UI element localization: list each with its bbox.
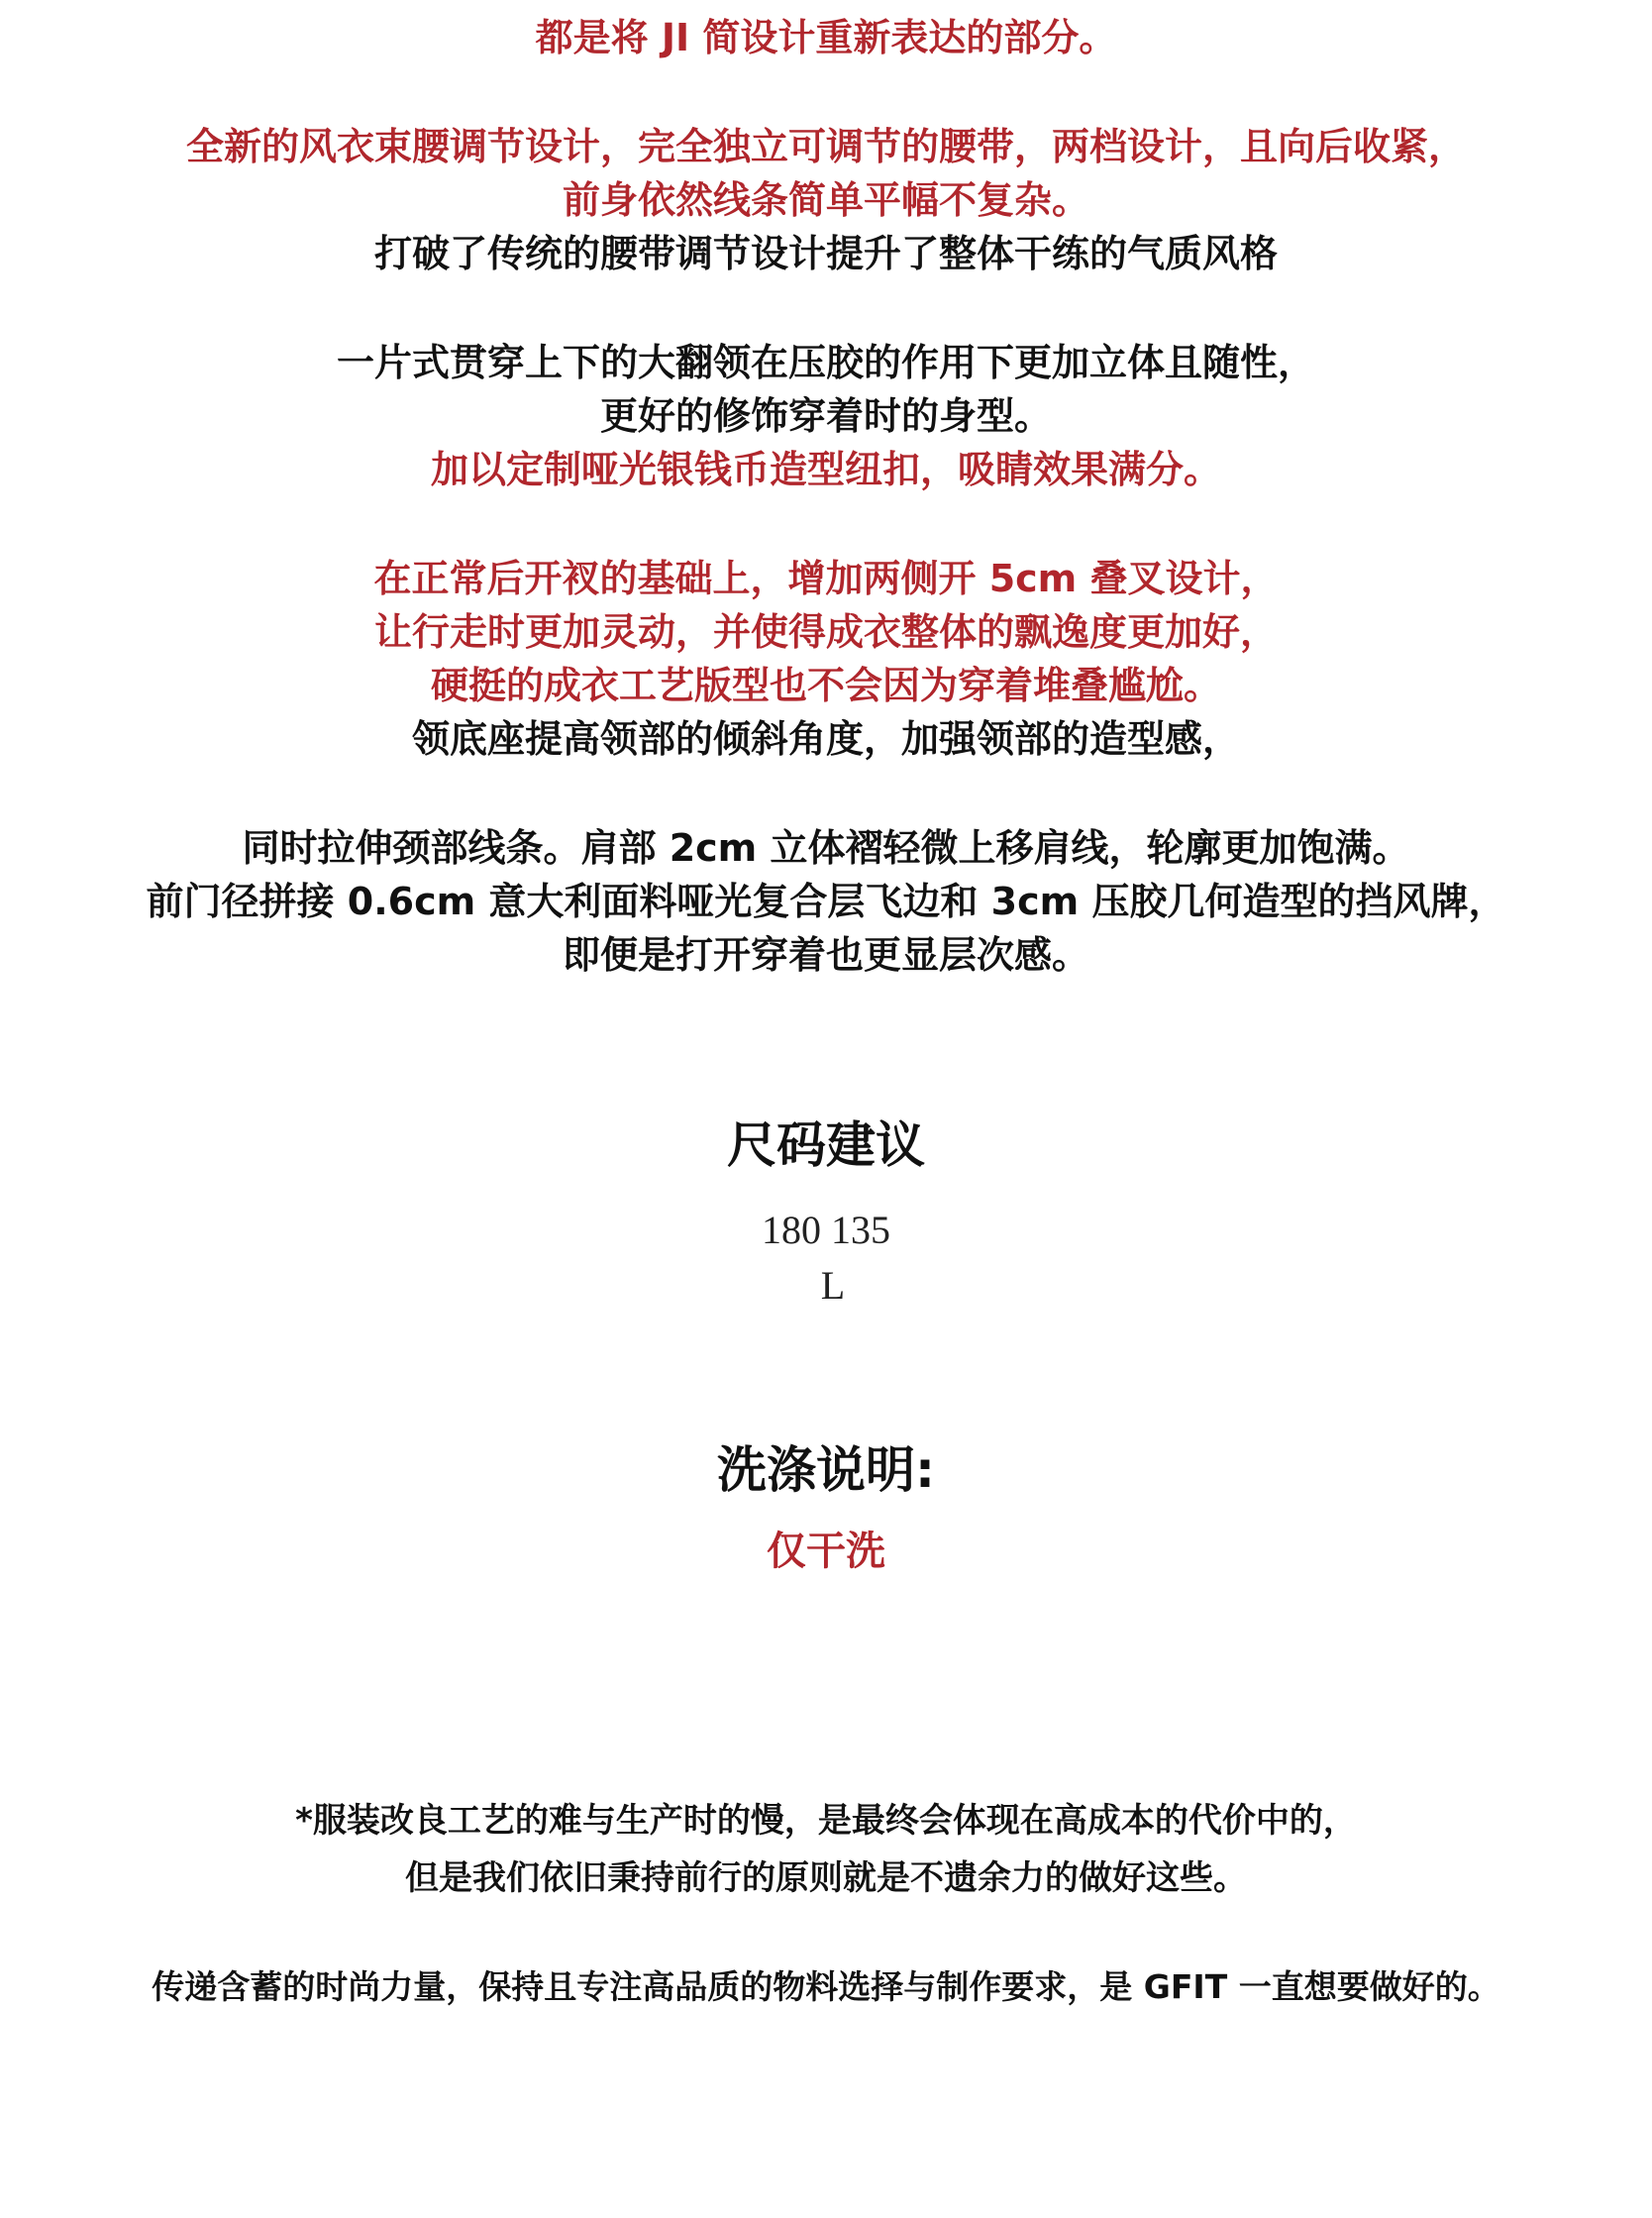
collar-feature-line-2: 更好的修饰穿着时的身型。 [599, 394, 1052, 438]
footer-note-line-1: *服装改良工艺的难与生产时的慢，是最终会体现在高成本的代价中的， [295, 1801, 1357, 1841]
vent-feature-line-2: 让行走时更加灵动，并使得成衣整体的飘逸度更加好， [373, 610, 1278, 654]
size-measurement: 180 135 [762, 1208, 890, 1252]
shoulder-feature-line-3: 即便是打开穿着也更显层次感。 [562, 933, 1089, 977]
footer-note-line-3: 传递含蓄的时尚力量，保持且专注高品质的物料选择与制作要求，是 GFIT 一直想要做好的。 [152, 1967, 1500, 2006]
footer-note-line-2: 但是我们依旧秉持前行的原则就是不遗余力的做好这些。 [405, 1858, 1247, 1898]
shoulder-feature-line-2: 前门径拼接 0.6cm 意大利面料哑光复合层飞边和 3cm 压胶几何造型的挡风牌， [146, 880, 1506, 923]
belt-feature-line-3: 打破了传统的腰带调节设计提升了整体干练的气质风格 [373, 232, 1278, 275]
collar-feature-line-3: 加以定制哑光银钱币造型纽扣，吸睛效果满分。 [430, 448, 1221, 491]
intro-line: 都是将 JI 简设计重新表达的部分。 [535, 16, 1117, 59]
shoulder-feature-line-1: 同时拉伸颈部线条。肩部 2cm 立体褶轻微上移肩线，轮廓更加饱满。 [242, 826, 1410, 870]
collar-feature-line-1: 一片式贯穿上下的大翻领在压胶的作用下更加立体且随性， [336, 341, 1315, 384]
vent-feature-line-3: 硬挺的成衣工艺版型也不会因为穿着堆叠尴尬。 [430, 664, 1221, 707]
belt-feature-line-1: 全新的风衣束腰调节设计，完全独立可调节的腰带，两档设计，且向后收紧， [185, 125, 1466, 168]
belt-feature-line-2: 前身依然线条简单平幅不复杂。 [562, 178, 1089, 222]
washing-heading: 洗涤说明: [717, 1441, 935, 1499]
size-advice-heading: 尺码建议 [727, 1116, 925, 1174]
washing-instruction: 仅干洗 [767, 1529, 885, 1574]
vent-feature-line-4: 领底座提高领部的倾斜角度，加强领部的造型感， [411, 717, 1240, 761]
size-label: L [820, 1263, 846, 1308]
vent-feature-line-1: 在正常后开衩的基础上，增加两侧开 5cm 叠叉设计， [373, 557, 1279, 600]
